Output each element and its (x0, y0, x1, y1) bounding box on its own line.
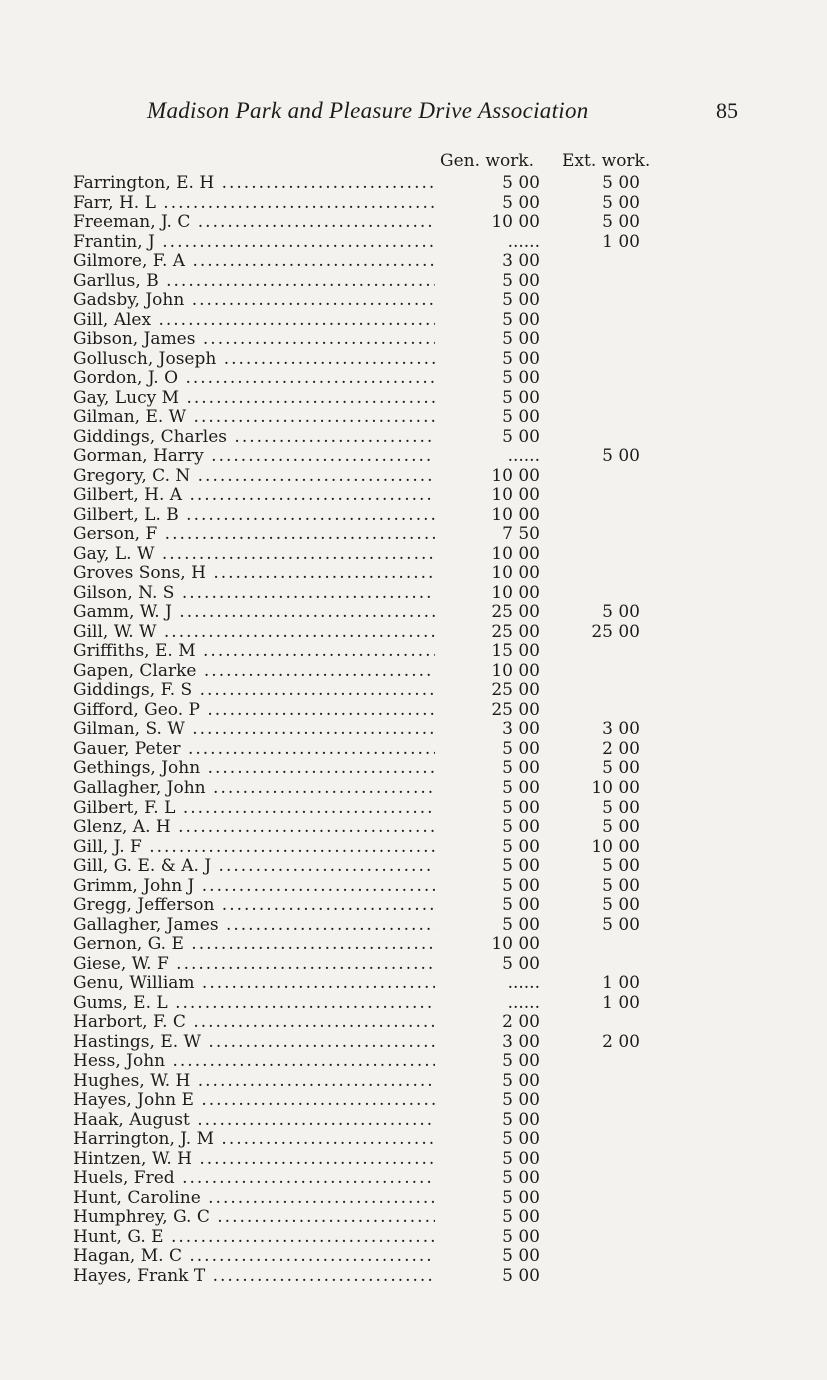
ledger-row (0, 330, 827, 350)
subscriber-name: Gregg, Jefferson ..... (73, 896, 435, 916)
subscriber-name: Huels, Fred ..... (73, 1169, 435, 1189)
subscriber-name: Gilmore, F. A ..... (73, 252, 435, 272)
gen-work-amount: 5 00 (502, 407, 540, 428)
gen-work-amount: 10 00 (491, 660, 540, 681)
subscriber-name: Gill, J. F ..... (73, 838, 435, 858)
ledger-row (0, 233, 827, 253)
ledger-row (0, 1033, 827, 1053)
ext-work-amount: 5 00 (602, 758, 640, 779)
subscriber-name: Haak, August ..... (73, 1111, 435, 1131)
gen-work-amount: 5 00 (502, 777, 540, 798)
ledger-row (0, 447, 827, 467)
gen-work-amount: 10 00 (491, 485, 540, 506)
subscriber-name: Gums, E. L ..... (73, 994, 435, 1014)
subscriber-name: Hagan, M. C ..... (73, 1247, 435, 1267)
ledger-row (0, 174, 827, 194)
gen-work-amount: 3 00 (502, 719, 540, 740)
ledger-row (0, 935, 827, 955)
gen-work-amount: 5 00 (502, 1090, 540, 1111)
ledger-row (0, 642, 827, 662)
gen-work-amount: 5 00 (502, 309, 540, 330)
ledger-row (0, 1130, 827, 1150)
subscriber-name: Gibson, James ..... (73, 330, 435, 350)
ext-work-amount: 5 00 (602, 446, 640, 467)
ledger-row (0, 1111, 827, 1131)
page-header (0, 98, 827, 128)
gen-work-amount: ...... (507, 973, 540, 994)
ledger-row (0, 662, 827, 682)
ext-work-amount: 5 00 (602, 856, 640, 877)
ext-work-amount: 2 00 (602, 1031, 640, 1052)
gen-work-amount: 10 00 (491, 582, 540, 603)
gen-work-amount: 5 00 (502, 1109, 540, 1130)
ext-work-header: Ext. work. (562, 151, 651, 171)
subscriber-name: Gordon, J. O ..... (73, 369, 435, 389)
gen-work-amount: 10 00 (491, 563, 540, 584)
subscriber-name: Gapen, Clarke ..... (73, 662, 435, 682)
gen-work-amount: 5 00 (502, 1051, 540, 1072)
gen-work-amount: 5 00 (502, 348, 540, 369)
ledger-row (0, 1052, 827, 1072)
ext-work-amount: 10 00 (591, 777, 640, 798)
gen-work-amount: ...... (507, 231, 540, 252)
subscriber-name: Frantin, J ..... (73, 233, 435, 253)
ledger-row (0, 1169, 827, 1189)
gen-work-amount: 25 00 (491, 602, 540, 623)
ledger-row (0, 311, 827, 331)
ext-work-amount: 1 00 (602, 231, 640, 252)
ledger-row (0, 1013, 827, 1033)
gen-work-amount: 5 00 (502, 173, 540, 193)
subscriber-name: Gay, L. W ..... (73, 545, 435, 565)
gen-work-amount: 5 00 (502, 738, 540, 759)
ledger-row (0, 603, 827, 623)
ext-work-amount: 5 00 (602, 817, 640, 838)
subscriber-name: Gerson, F ..... (73, 525, 435, 545)
gen-work-amount: 5 00 (502, 875, 540, 896)
subscriber-name: Gilbert, F. L ..... (73, 799, 435, 819)
gen-work-amount: ...... (507, 446, 540, 467)
gen-work-amount: 5 00 (502, 895, 540, 916)
gen-work-amount: 5 00 (502, 1246, 540, 1267)
ext-work-amount: 5 00 (602, 602, 640, 623)
subscriber-name: Farrington, E. H ..... (73, 174, 435, 194)
ledger-row (0, 818, 827, 838)
ledger-row (0, 994, 827, 1014)
subscriber-name: Griffiths, E. M ..... (73, 642, 435, 662)
ext-work-amount: 5 00 (602, 212, 640, 233)
ledger-row (0, 1247, 827, 1267)
subscriber-name: Gregory, C. N ..... (73, 467, 435, 487)
gen-work-amount: 5 00 (502, 914, 540, 935)
ledger-row (0, 1072, 827, 1092)
ledger-row (0, 759, 827, 779)
subscriber-ledger (0, 174, 827, 1286)
subscriber-name: Gethings, John ..... (73, 759, 435, 779)
ledger-row (0, 428, 827, 448)
subscriber-name: Gollusch, Joseph ..... (73, 350, 435, 370)
ledger-row (0, 779, 827, 799)
subscriber-name: Gilbert, L. B ..... (73, 506, 435, 526)
gen-work-amount: 5 00 (502, 1129, 540, 1150)
gen-work-amount: 5 00 (502, 1265, 540, 1286)
subscriber-name: Gill, W. W ..... (73, 623, 435, 643)
subscriber-name: Gilson, N. S ..... (73, 584, 435, 604)
ledger-row (0, 896, 827, 916)
subscriber-name: Gallagher, James ..... (73, 916, 435, 936)
subscriber-name: Gallagher, John ..... (73, 779, 435, 799)
subscriber-name: Hunt, G. E ..... (73, 1228, 435, 1248)
ledger-row (0, 272, 827, 292)
subscriber-name: Harbort, F. C ..... (73, 1013, 435, 1033)
gen-work-amount: 5 00 (502, 368, 540, 389)
ext-work-amount: 5 00 (602, 192, 640, 213)
gen-work-amount: 5 00 (502, 1187, 540, 1208)
ledger-row (0, 506, 827, 526)
gen-work-amount: 3 00 (502, 251, 540, 272)
subscriber-name: Hayes, John E ..... (73, 1091, 435, 1111)
subscriber-name: Hughes, W. H ..... (73, 1072, 435, 1092)
ledger-row (0, 545, 827, 565)
column-headers (0, 151, 827, 173)
subscriber-name: Giese, W. F ..... (73, 955, 435, 975)
gen-work-header: Gen. work. (440, 151, 535, 171)
ledger-row (0, 1189, 827, 1209)
subscriber-name: Gamm, W. J ..... (73, 603, 435, 623)
gen-work-amount: 10 00 (491, 504, 540, 525)
subscriber-name: Gauer, Peter ..... (73, 740, 435, 760)
gen-work-amount: 5 00 (502, 817, 540, 838)
gen-work-amount: 7 50 (502, 524, 540, 545)
gen-work-amount: 10 00 (491, 212, 540, 233)
ext-work-amount: 1 00 (602, 992, 640, 1013)
ledger-row (0, 389, 827, 409)
gen-work-amount: 10 00 (491, 465, 540, 486)
ext-work-amount: 5 00 (602, 797, 640, 818)
ledger-row (0, 213, 827, 233)
ledger-row (0, 369, 827, 389)
ext-work-amount: 2 00 (602, 738, 640, 759)
ledger-row (0, 486, 827, 506)
ext-work-amount: 10 00 (591, 836, 640, 857)
ledger-row (0, 799, 827, 819)
subscriber-name: Genu, William ..... (73, 974, 435, 994)
ledger-row (0, 838, 827, 858)
subscriber-name: Gill, G. E. & A. J ..... (73, 857, 435, 877)
gen-work-amount: 25 00 (491, 621, 540, 642)
subscriber-name: Hintzen, W. H ..... (73, 1150, 435, 1170)
gen-work-amount: 5 00 (502, 1168, 540, 1189)
gen-work-amount: 3 00 (502, 1031, 540, 1052)
gen-work-amount: 5 00 (502, 836, 540, 857)
ledger-row (0, 974, 827, 994)
subscriber-name: Groves Sons, H ..... (73, 564, 435, 584)
gen-work-amount: 25 00 (491, 699, 540, 720)
subscriber-name: Gorman, Harry ..... (73, 447, 435, 467)
subscriber-name: Freeman, J. C ..... (73, 213, 435, 233)
subscriber-name: Harrington, J. M ..... (73, 1130, 435, 1150)
subscriber-name: Gilbert, H. A ..... (73, 486, 435, 506)
ledger-row (0, 740, 827, 760)
ext-work-amount: 5 00 (602, 895, 640, 916)
gen-work-amount: 5 00 (502, 192, 540, 213)
page-number: 85 (716, 98, 738, 123)
ext-work-amount: 5 00 (602, 875, 640, 896)
gen-work-amount: 5 00 (502, 1207, 540, 1228)
gen-work-amount: 15 00 (491, 641, 540, 662)
ledger-row (0, 681, 827, 701)
gen-work-amount: 5 00 (502, 270, 540, 291)
gen-work-amount: 5 00 (502, 1148, 540, 1169)
subscriber-name: Gifford, Geo. P ..... (73, 701, 435, 721)
gen-work-amount: 10 00 (491, 934, 540, 955)
ledger-row (0, 701, 827, 721)
ledger-row (0, 916, 827, 936)
gen-work-amount: 5 00 (502, 797, 540, 818)
gen-work-amount: 2 00 (502, 1012, 540, 1033)
ext-work-amount: 3 00 (602, 719, 640, 740)
ledger-row (0, 584, 827, 604)
ledger-row (0, 252, 827, 272)
ledger-row (0, 955, 827, 975)
subscriber-name: Hess, John ..... (73, 1052, 435, 1072)
ledger-row (0, 877, 827, 897)
subscriber-name: Glenz, A. H ..... (73, 818, 435, 838)
ledger-row (0, 1228, 827, 1248)
subscriber-name: Gilman, E. W ..... (73, 408, 435, 428)
ledger-row (0, 857, 827, 877)
ext-work-amount: 5 00 (602, 173, 640, 193)
ledger-row (0, 525, 827, 545)
subscriber-name: Garllus, B ..... (73, 272, 435, 292)
subscriber-name: Grimm, John J ..... (73, 877, 435, 897)
subscriber-name: Gill, Alex ..... (73, 311, 435, 331)
ledger-row (0, 1267, 827, 1287)
subscriber-name: Hayes, Frank T ..... (73, 1267, 435, 1287)
ledger-row (0, 291, 827, 311)
ledger-row (0, 408, 827, 428)
subscriber-name: Hunt, Caroline ..... (73, 1189, 435, 1209)
subscriber-name: Farr, H. L ..... (73, 194, 435, 214)
ledger-row (0, 1150, 827, 1170)
gen-work-amount: 10 00 (491, 543, 540, 564)
gen-work-amount: 5 00 (502, 290, 540, 311)
subscriber-name: Gernon, G. E ..... (73, 935, 435, 955)
ext-work-amount: 25 00 (591, 621, 640, 642)
gen-work-amount: 5 00 (502, 856, 540, 877)
ledger-row (0, 350, 827, 370)
ledger-row (0, 194, 827, 214)
gen-work-amount: 5 00 (502, 758, 540, 779)
gen-work-amount: 5 00 (502, 1070, 540, 1091)
subscriber-name: Gilman, S. W ..... (73, 720, 435, 740)
subscriber-name: Humphrey, G. C ..... (73, 1208, 435, 1228)
subscriber-name: Gay, Lucy M ..... (73, 389, 435, 409)
running-title: Madison Park and Pleasure Drive Association (147, 98, 589, 123)
gen-work-amount: 5 00 (502, 1226, 540, 1247)
gen-work-amount: 5 00 (502, 329, 540, 350)
subscriber-name: Giddings, F. S ..... (73, 681, 435, 701)
ext-work-amount: 1 00 (602, 973, 640, 994)
ext-work-amount: 5 00 (602, 914, 640, 935)
ledger-row (0, 467, 827, 487)
gen-work-amount: ...... (507, 992, 540, 1013)
subscriber-name: Gadsby, John ..... (73, 291, 435, 311)
ledger-row (0, 1091, 827, 1111)
subscriber-name: Giddings, Charles ..... (73, 428, 435, 448)
subscriber-name: Hastings, E. W ..... (73, 1033, 435, 1053)
gen-work-amount: 5 00 (502, 387, 540, 408)
ledger-row (0, 623, 827, 643)
ledger-row (0, 564, 827, 584)
gen-work-amount: 25 00 (491, 680, 540, 701)
ledger-row (0, 1208, 827, 1228)
gen-work-amount: 5 00 (502, 953, 540, 974)
gen-work-amount: 5 00 (502, 426, 540, 447)
ledger-row (0, 720, 827, 740)
